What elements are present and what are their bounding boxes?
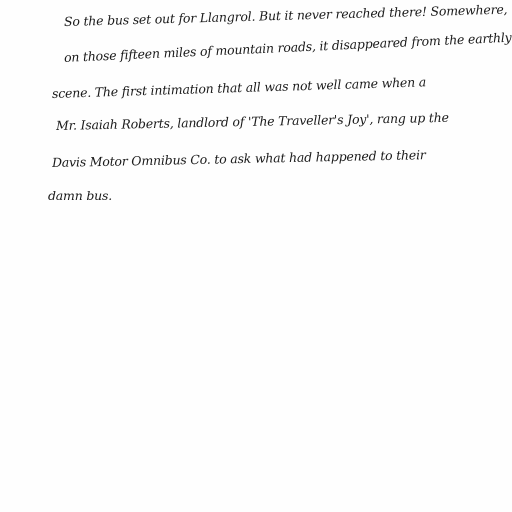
text-line-4: Mr. Isaiah Roberts, landlord of 'The Traveller's Joy', rang up the	[55, 109, 449, 133]
text-line-1: So the bus set out for Llangrol. But it never reached there! Somewhere,	[63, 1, 508, 29]
text-line-5: Davis Motor Omnibus Co. to ask what had happened to their	[51, 147, 426, 170]
text-line-6: damn bus.	[48, 188, 112, 203]
text-line-2: on those fifteen miles of mountain roads, it disappeared from the earthly	[63, 29, 512, 65]
text-line-3: scene. The first intimation that all was not well came when a	[51, 74, 427, 101]
